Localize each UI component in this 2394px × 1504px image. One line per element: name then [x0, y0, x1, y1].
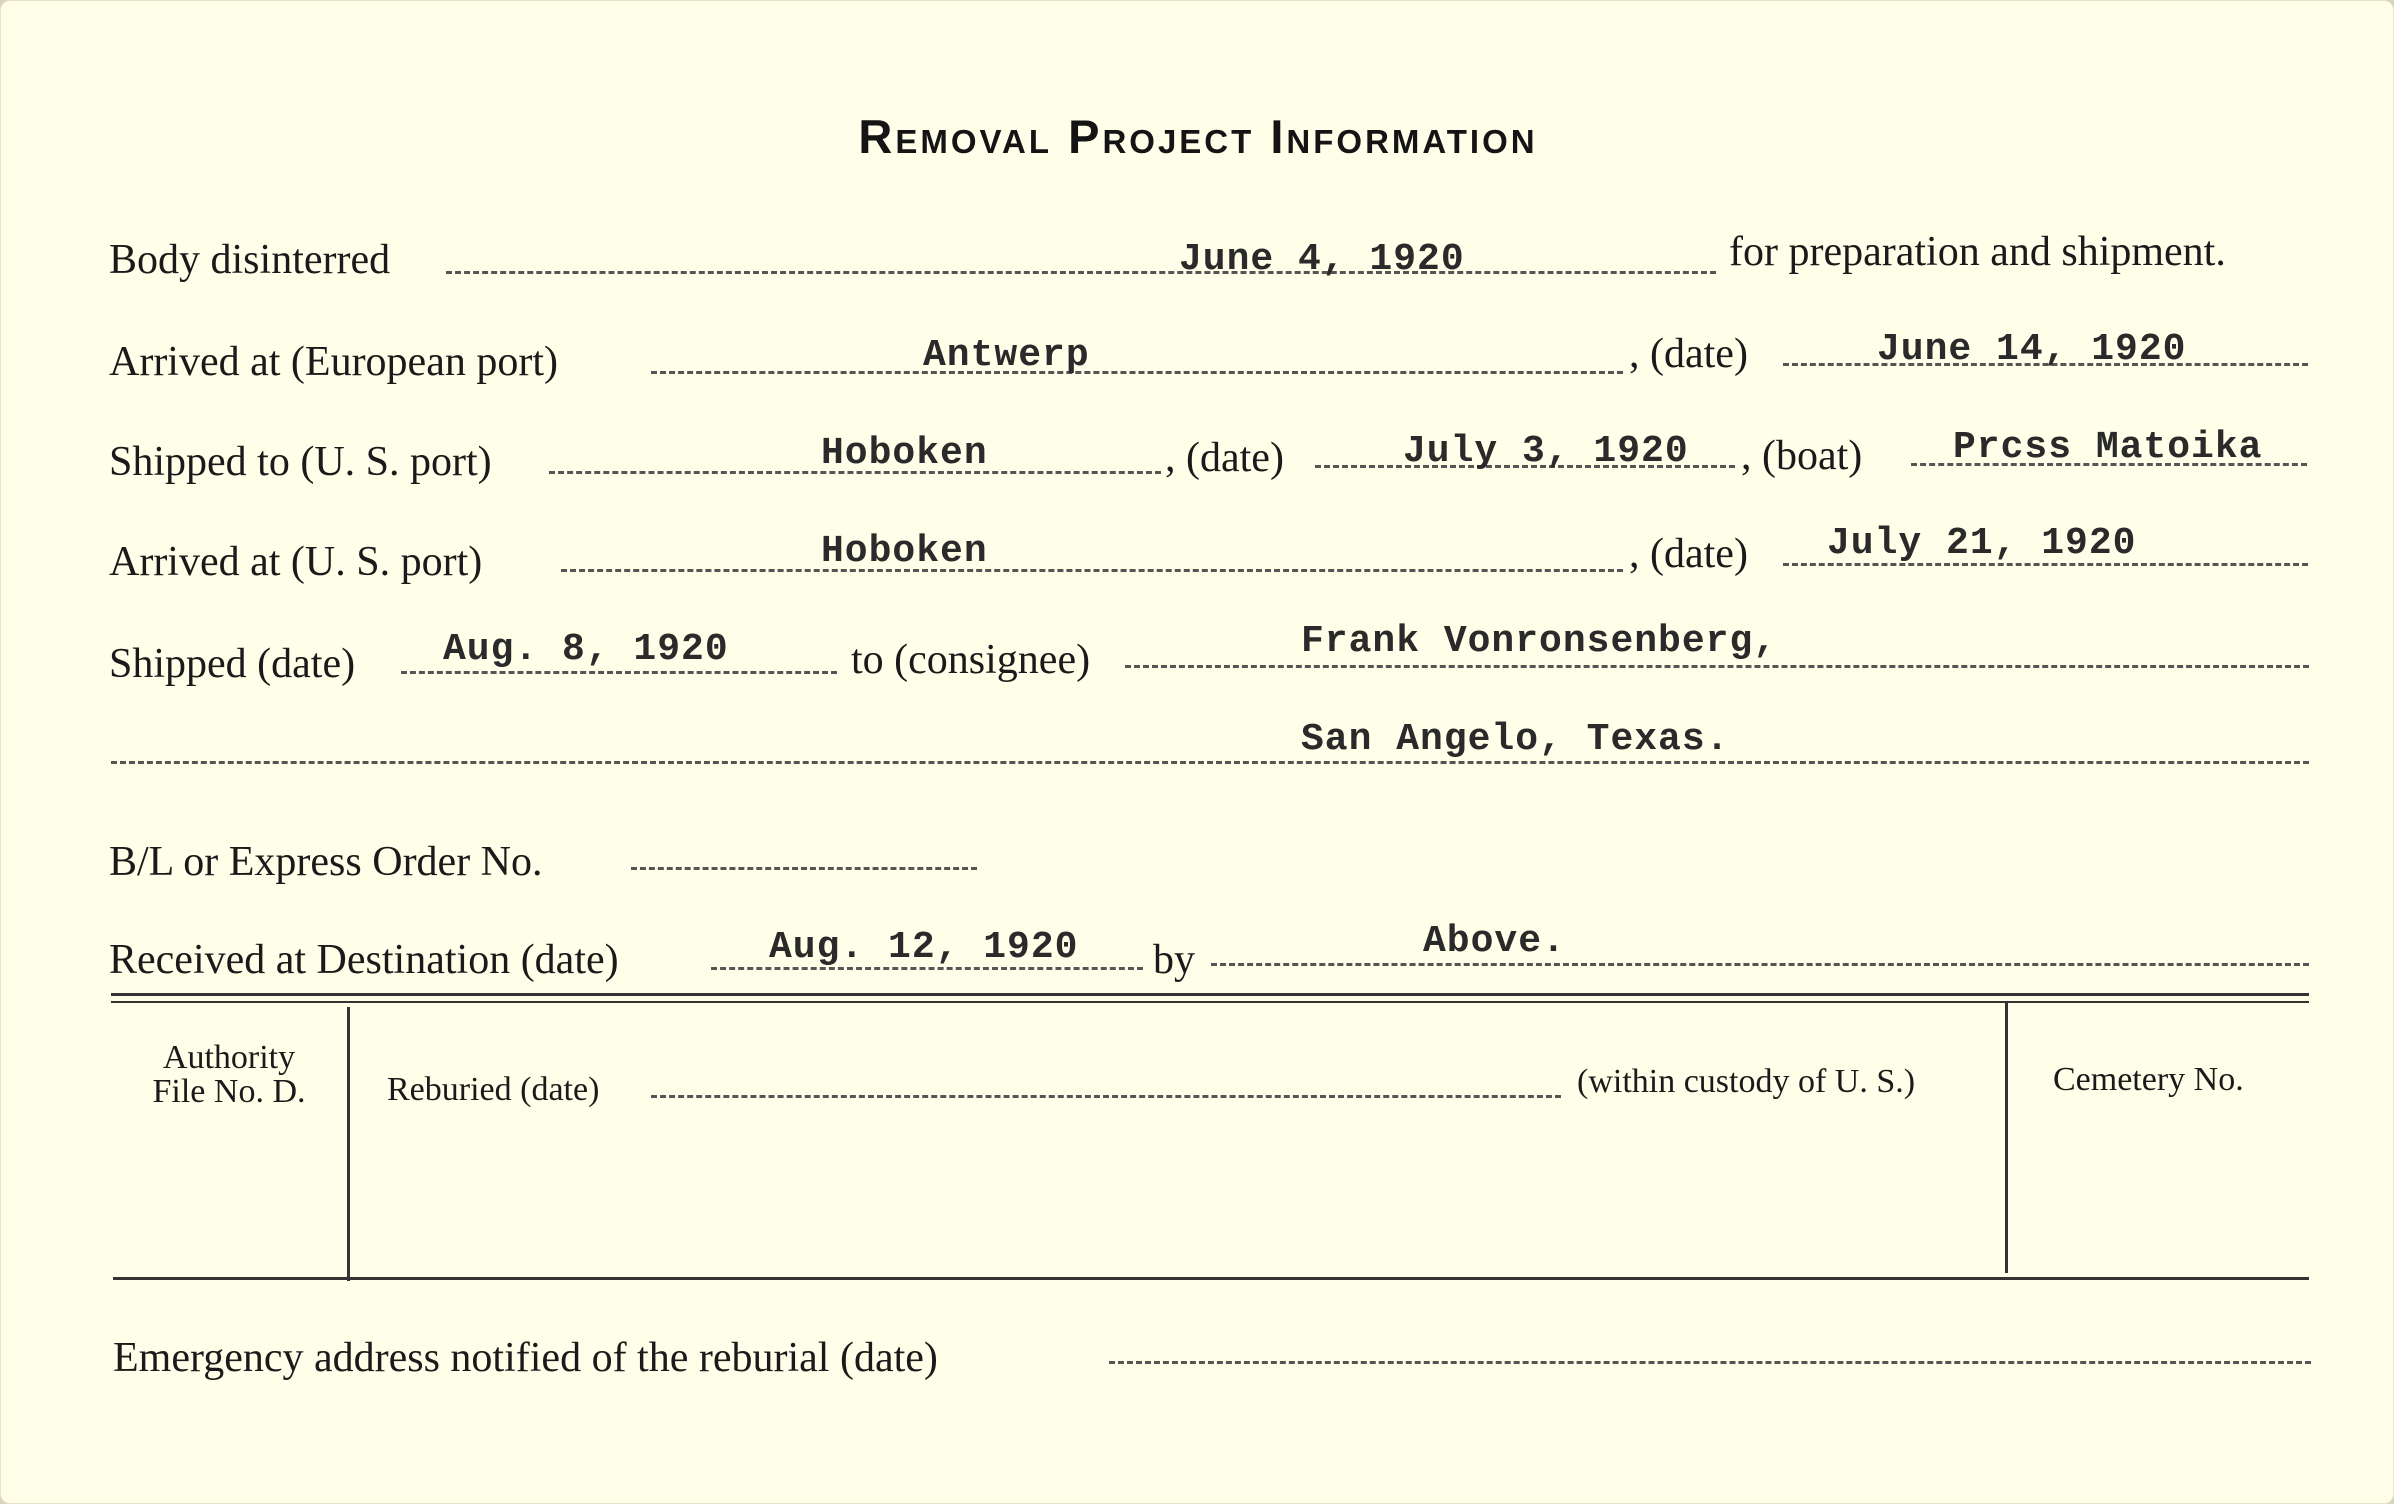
shipped-date: Aug. 8, 1920: [443, 628, 729, 671]
box-bottom-rule: [113, 1277, 2309, 1280]
received-by-label: by: [1153, 937, 1195, 983]
disinterred-suffix: for preparation and shipment.: [1729, 229, 2226, 275]
arrived-eu-label: Arrived at (European port): [109, 339, 558, 385]
shipped-to-label: Shipped to (U. S. port): [109, 439, 492, 485]
arrived-us-port: Hoboken: [821, 530, 988, 573]
shipped-to-date: July 3, 1920: [1403, 430, 1689, 473]
box-divider-left: [347, 1007, 350, 1281]
shipped-to-boat: Prcss Matoika: [1953, 426, 2263, 469]
arrived-eu-port-line: [651, 371, 1623, 374]
shipped-to-port: Hoboken: [821, 432, 988, 475]
page-title: Removal Project Information: [858, 110, 1538, 163]
shipped-label: Shipped (date): [109, 641, 356, 687]
received-date: Aug. 12, 1920: [769, 926, 1079, 969]
consignee-name: Frank Vonronsenberg,: [1301, 620, 1778, 663]
shipped-date-line: [401, 671, 837, 674]
consignee-line-2: [111, 761, 2309, 764]
received-by-line: [1211, 963, 2309, 966]
arrived-us-port-line: [561, 569, 1623, 572]
bl-label: B/L or Express Order No.: [109, 839, 543, 885]
emergency-label: Emergency address notified of the reburial (date): [113, 1335, 938, 1381]
authority-label-2: File No. D.: [152, 1073, 306, 1110]
consignee-label: to (consignee): [851, 637, 1091, 683]
consignee-line-1: [1125, 665, 2309, 668]
authority-label-1: Authority: [162, 1039, 296, 1076]
box-top-rule-1: [111, 993, 2309, 996]
custody-label: (within custody of U. S.): [1577, 1063, 1916, 1100]
received-label: Received at Destination (date): [109, 937, 619, 983]
disinterred-label: Body disinterred: [109, 237, 391, 283]
shipped-to-boat-label: , (boat): [1741, 433, 1863, 479]
arrived-eu-date-label: , (date): [1629, 331, 1748, 377]
arrived-eu-date: June 14, 1920: [1877, 328, 2187, 371]
box-top-rule-2: [111, 1001, 2309, 1003]
shipped-to-date-label: , (date): [1165, 435, 1284, 481]
arrived-us-date: July 21, 1920: [1827, 522, 2137, 565]
cemetery-label: Cemetery No.: [2053, 1061, 2244, 1098]
box-divider-right: [2005, 1001, 2008, 1273]
emergency-line: [1109, 1361, 2311, 1364]
consignee-address: San Angelo, Texas.: [1301, 718, 1730, 761]
bl-line: [631, 867, 977, 870]
received-by: Above.: [1423, 920, 1566, 963]
arrived-eu-port: Antwerp: [923, 334, 1090, 377]
arrived-us-date-label: , (date): [1629, 531, 1748, 577]
arrived-us-label: Arrived at (U. S. port): [109, 539, 483, 585]
disinterred-line: [446, 271, 1716, 274]
reburied-label: Reburied (date): [387, 1071, 600, 1108]
disinterred-date: June 4, 1920: [1179, 238, 1465, 281]
reburied-line: [651, 1095, 1561, 1098]
